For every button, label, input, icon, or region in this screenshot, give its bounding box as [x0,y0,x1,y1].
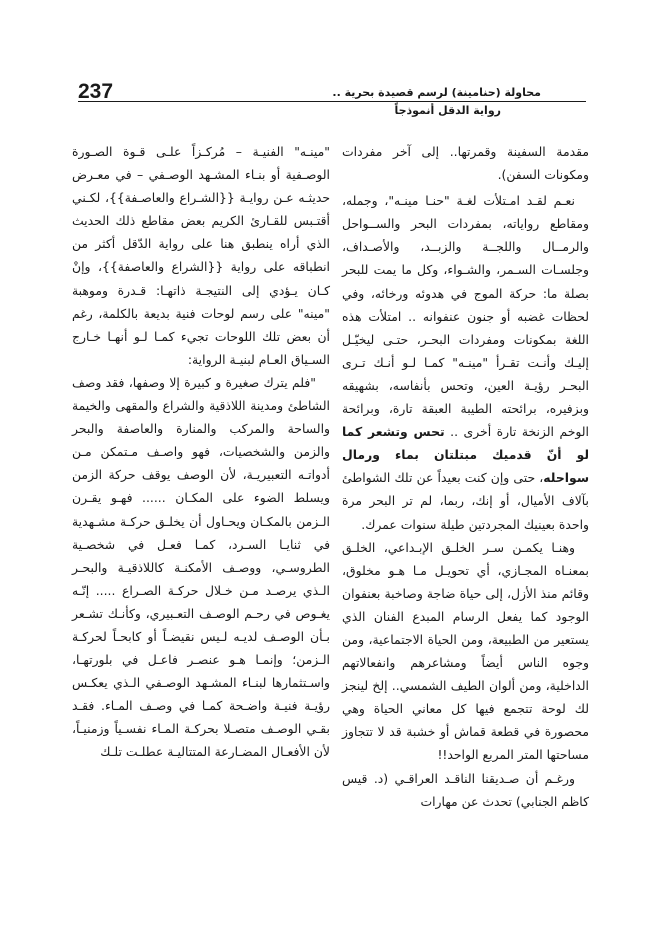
paragraph-text: ، حتى وإن كنت بعيداً عن تلك الشواطئ بآلاف الأميال، أو إنك، ربما، لم تر البحر مرة واحدة بعينيك المجردتين طيلة سنوات عمرك. [342,470,589,532]
emphasis-text: تحس وتشعر كما لو أنّ قدميك مبتلتان بماء ورمال سواحله [342,424,589,486]
quote-paragraph: "فلم يترك صغيرة و كبيرة إلا وصفها، فقد وصف الشاطئ ومدينة اللاذقية والشراع والمقهى والخيمة والساحة والمركب والمنارة والعاصفة والبحر والزمن والشخصيات، فهو واصـف مـتمكن مـن أدواتـه التعبيريـة، لأن الوصف يوقف حركة الزمن ويسلط الضوء على المكـان ...... فهـو يقـرن الـزمن بالمكـان ويحـاول أن يخلـق حركـة مشـهدية في ثنايـا السـرد، كمـا فعـل في شخصـية الطروسـي، ووصـف الأمكنـة كاللاذقيـة والبحـر الـذي يرصـد مـن خـلال حركـة الصـراع ..... إنّـه يغـوص في رحـم الوصـف التعـبيري، وكأنـك تشـعر بـأن الوصـف لديـه لـيس نقيضـاً أو كابحـاً لحركـة الـزمن؛ وإنمـا هـو عنصـر فاعـل في بلورتهـا، واسـتثمارها لبنـاء المشـهد الوصـفي الـذي يعكـس رؤيـة فنيـة واضـحة كمـا في وصـف المـاء. فقـد بقـي الوصـف متصـلا بحركـة المـاء نفسـياً وزمنيـاً، لأن الأفعـال المضـارعة المتتاليـة عطلـت تلـك [72,374,330,760]
paragraph: وهنـا يكمـن سـر الخلـق الإبـداعي، الخلـق بمعنـاه المجـازي، أي تحويـل مـا هـو مخلوق، وقائم منذ الأزل، إلى حياة ضاجة وصاخبة بعنفوان الوجود كما يفعل الرسام المبدع الفنان الذي يستعير من الطبيعة، ومن الحياة الاجتماعية، ومن وجوه الناس أيضاً ومشاعرهم وانفعالاتهم الداخلية، ومن ألوان الطيف الشمسي.. إلخ لينجز لك لوحة تتجمع فيها كل معاني الحياة وهي محصورة في قطعة قماش أو خشبة قد لا تتجاوز مساحتها المتر المربع الواحد!! [342,539,589,763]
left-column [72,140,330,764]
running-title: محاولة (حنامينة) لرسم قصيدة بحرية .. [332,86,541,99]
paragraph: ورغـم أن صـديقنا الناقـد العراقـي (د. قيس كاظم الجنابي) تحدث عن مهارات [342,770,589,809]
page-number: 237 [78,80,114,103]
paragraph: "مينـه" الفنيـة – مُركـزاً علـى قـوة الصـورة الوصـفية أو بنـاء المشـهد الوصـفي – في معـرض حديثـه عـن روايـة {{الشـراع والعاصـفة}}، لكـني أقتـبس للقـارئ الكريم بعض مقاطع ذلك الحديث الذي أراه ينطبق هنا على رواية الدّقل أكثر من انطباقه على رواية {{الشراع والعاصفة}}، وإنْ كـان يـؤدي إلى النتيجـة ذاتهـا: قـدرة وموهبة "مينه" على رسم لوحات فنية بديعة بالكلمة، رغم أن بعض تلك اللوحات تجيء كمـا لـو أنهـا خـارج السـياق العـام لبنيـة الرواية: [72,144,330,367]
paragraph-text: نعـم لقـد امـتلأت لغـة "حنـا مينـه"، وجمله، ومقاطع رواياته، بمفردات البحر والســواحل والرمــال واللجــة والزبــد، والأصـداف، وجلسـات السـمر، والشـواء، وكل ما يمت للبحر بصلة ما: حركة الموج في هدوئه ورخائه، وفي لحظات غضبه أو جنون عنفوانه .. امتلأت هذه اللغة بمكونات ومفردات البحـر، حتـى ليخيّـل إليـك وأنـت تقـرأ "مينـه" كمـا لـو أنـك تـرى البحـر رؤيـة العين، وتحس بأنفاسه، بشهيقه وبزفيره، برائحته الطيبة العبقة تارة، وبرائحة الوخم الزنخة تارة أخرى .. [342,193,589,440]
running-subtitle: رواية الدقل أنموذجاً [394,104,501,117]
paragraph [342,189,589,535]
paragraph: مقدمة السفينة وقمرتها.. إلى آخر مفردات ومكونات السفن). [342,144,589,183]
right-column [342,140,589,813]
header-rule [78,101,586,102]
